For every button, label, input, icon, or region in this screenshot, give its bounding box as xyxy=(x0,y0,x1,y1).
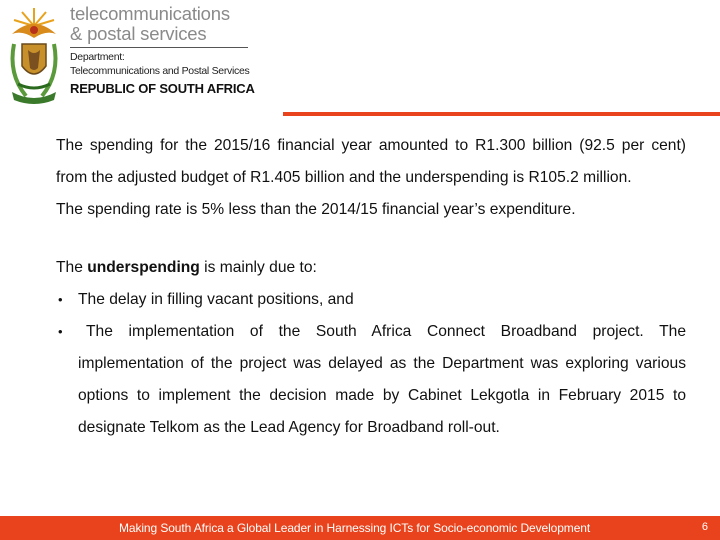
spending-paragraph: The spending for the 2015/16 financial year amounted to R1.300 billion (92.5 per cent) from the adjusted budget of R1.405 billion and the underspending is R105.2 million. xyxy=(56,137,686,186)
list-item xyxy=(56,284,686,316)
underspending-reasons-list xyxy=(56,284,686,444)
underspending-intro xyxy=(56,252,686,284)
brand-line-2: & postal services xyxy=(70,23,207,44)
header-accent-bar xyxy=(283,112,720,116)
brand-divider xyxy=(70,47,248,48)
brand-title xyxy=(70,4,270,44)
page-number: 6 xyxy=(701,521,708,533)
bullet-icon: • xyxy=(58,324,63,339)
slide-body xyxy=(56,130,686,444)
list-item xyxy=(56,316,686,444)
department-name: Telecommunications and Postal Services xyxy=(70,65,250,77)
bullet-text: The implementation of the South Africa Connect Broadband project. The implementation of the project was delayed as the Department was exploring various options to implement the decision made by Cabinet Lekgotla in February 2015 to designate Telkom as the Lead Agency for Broadband roll-out. xyxy=(78,323,686,436)
footer-bar xyxy=(0,516,720,540)
bullet-text: The delay in filling vacant positions, and xyxy=(78,291,354,308)
spending-rate-paragraph: The spending rate is 5% less than the 2014/15 financial year’s expenditure. xyxy=(56,201,576,218)
intro-prefix: The xyxy=(56,259,88,276)
country-name: REPUBLIC OF SOUTH AFRICA xyxy=(70,81,255,96)
footer-tagline: Making South Africa a Global Leader in Harnessing ICTs for Socio-economic Development xyxy=(119,521,591,535)
bullet-icon: • xyxy=(58,292,63,307)
header xyxy=(0,0,720,114)
intro-suffix: is mainly due to: xyxy=(199,259,317,276)
brand-line-1: telecommunications xyxy=(70,3,230,24)
intro-emphasis: underspending xyxy=(87,259,200,276)
coat-of-arms-icon xyxy=(4,4,64,104)
department-label: Department: xyxy=(70,51,125,63)
